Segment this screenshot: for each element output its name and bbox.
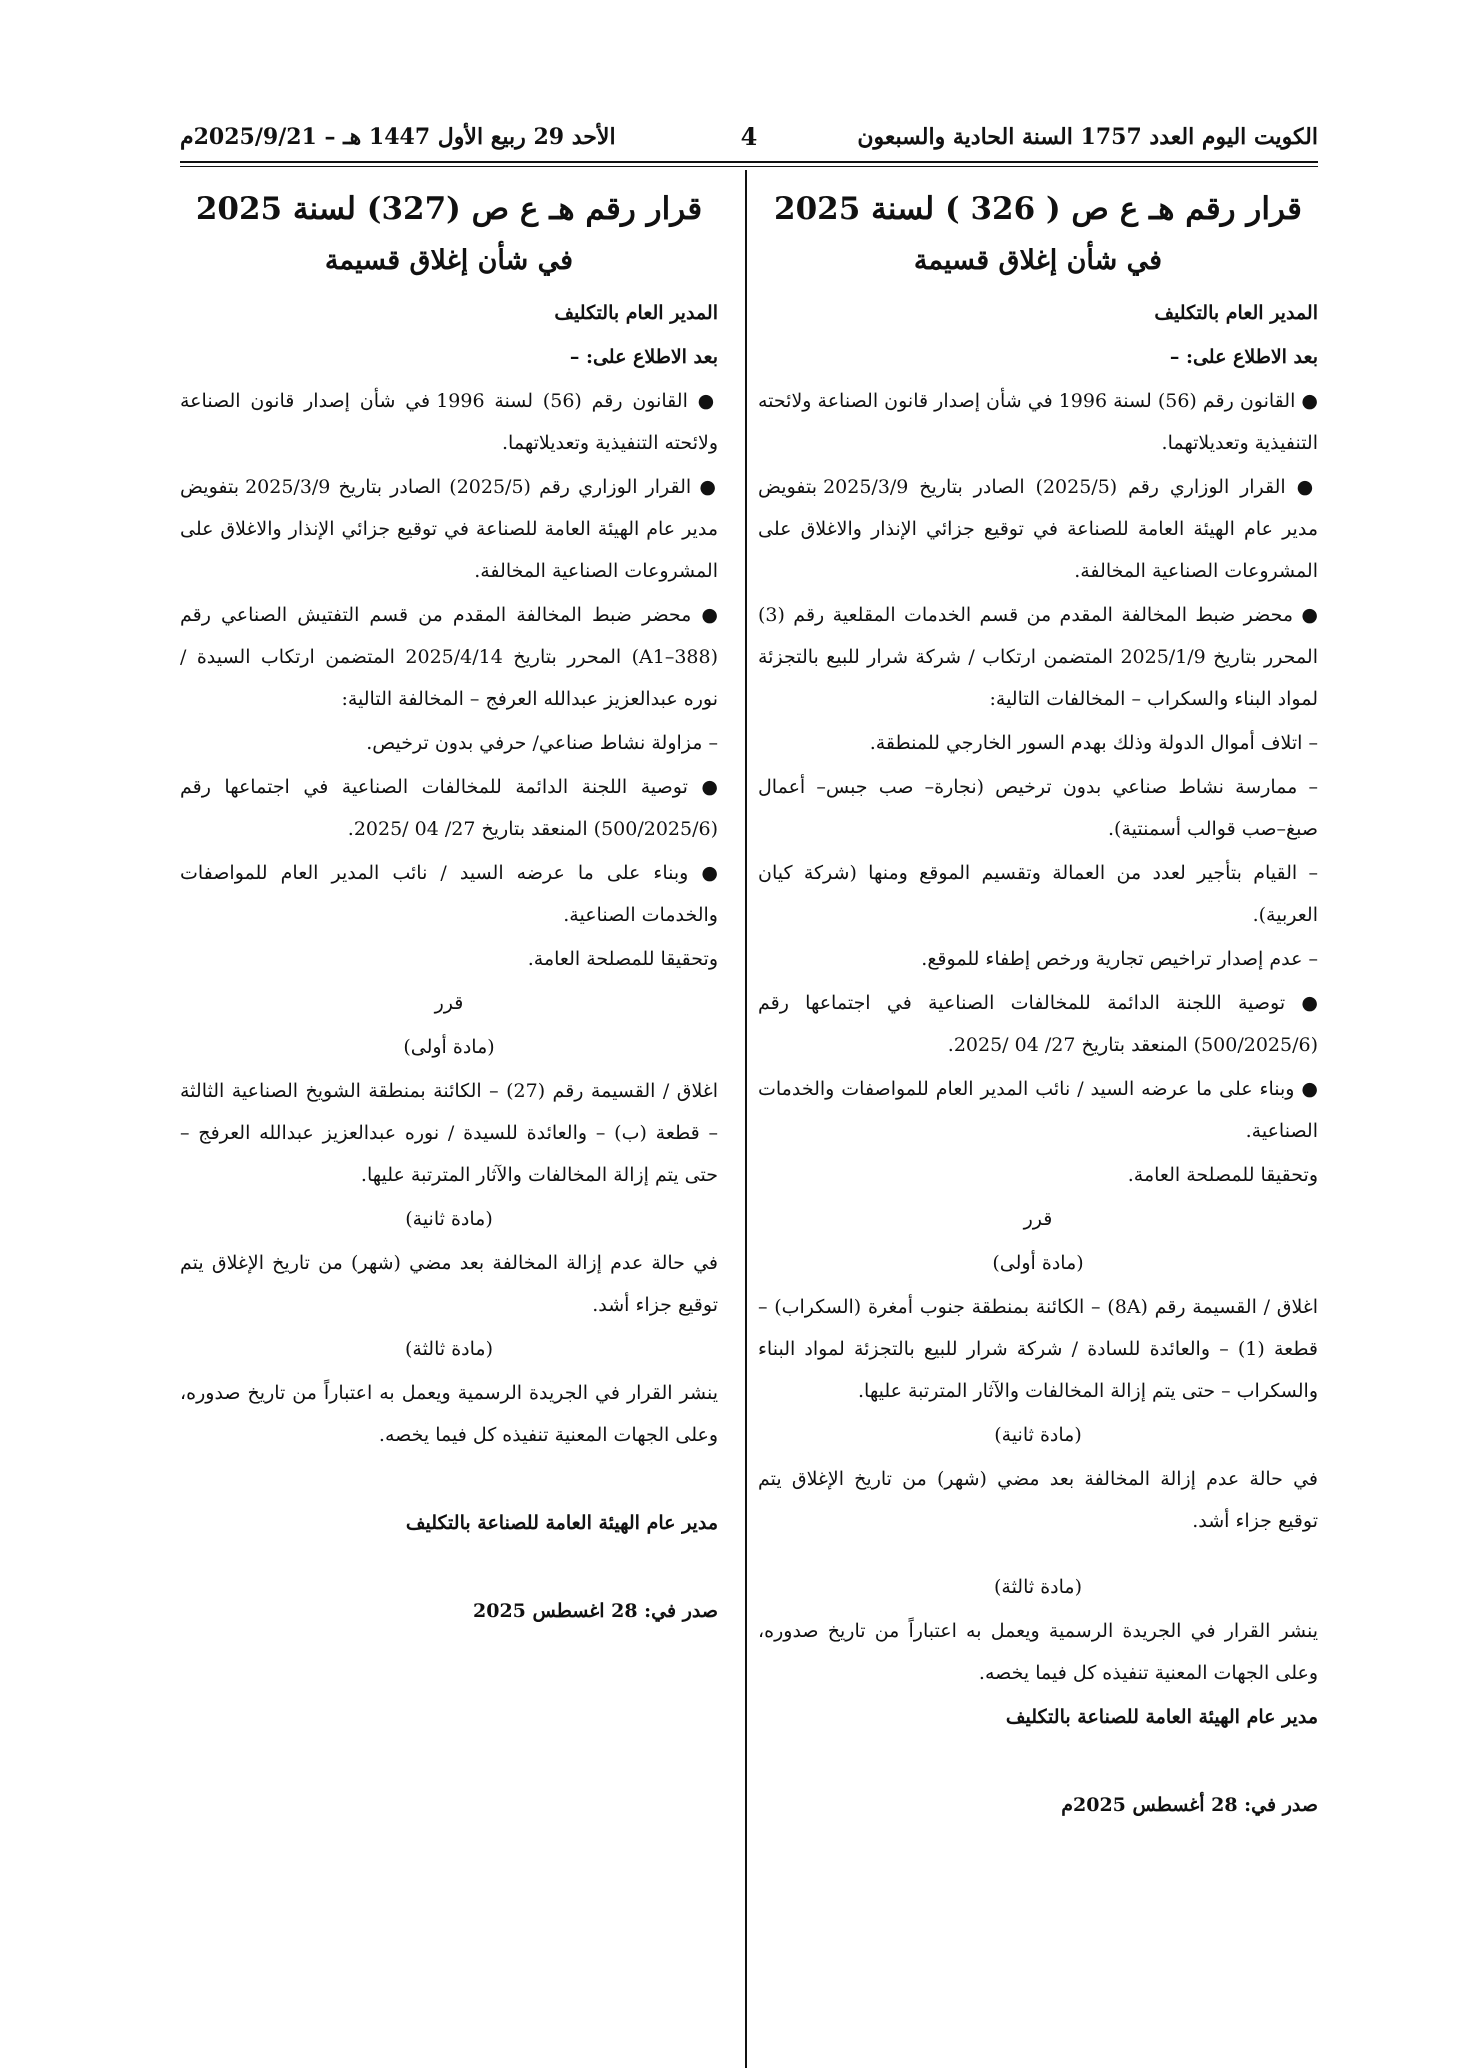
decision-326-item-4: ● توصية اللجنة الدائمة للمخالفات الصناعية في اجتماعها رقم (500/2025/6) المنعقد بتاريخ 27/ 04 /2025.	[758, 992, 1318, 1056]
decision-327-preamble: بعد الاطلاع على: –	[569, 346, 718, 368]
decision-326-article-3-heading: (مادة ثالثة)	[993, 1576, 1083, 1598]
decision-327-article-3-heading: (مادة ثالثة)	[404, 1338, 494, 1360]
decision-327-column	[180, 170, 718, 1634]
decision-327-item-3: ● محضر ضبط المخالفة المقدم من قسم التفتيش الصناعي رقم (A1–388) المحرر بتاريخ 2025/4/14 المتضمن ارتكاب السيدة / نوره عبدالعزيز عبدالله العرفج – المخالفة التالية:	[180, 604, 719, 710]
decision-326-title: قرار رقم هـ ع ص ( 326 ) لسنة 2025	[774, 191, 1302, 227]
decision-327-article-1-heading: (مادة أولى)	[403, 1036, 495, 1058]
header-page-number: 4	[740, 122, 758, 151]
decision-326-public-interest: وتحقيقا للمصلحة العامة.	[1127, 1164, 1318, 1186]
decision-326-violation-4: – عدم إصدار تراخيص تجارية ورخص إطفاء للموقع.	[921, 948, 1318, 970]
header-gazette-info: الكويت اليوم العدد 1757 السنة الحادية والسبعون	[857, 124, 1318, 150]
decision-326-article-1: اغلاق / القسيمة رقم (8A) – الكائنة بمنطقة جنوب أمغرة (السكراب) – قطعة (1) – والعائدة للسادة / شركة شرار للبيع بالتجزئة لمواد البناء والسكراب – حتى يتم إزالة المخالفات والآثار المترتبة عليها.	[758, 1296, 1318, 1402]
decision-326-article-1-heading: (مادة أولى)	[992, 1252, 1084, 1274]
decision-326-violation-2: – ممارسة نشاط صناعي بدون ترخيص (نجارة– صب جبس– أعمال صبغ–صب قوالب أسمنتية).	[758, 776, 1318, 840]
decision-327-item-5: ● وبناء على ما عرضه السيد / نائب المدير العام للمواصفات والخدمات الصناعية.	[180, 862, 718, 926]
decision-326-preamble: بعد الاطلاع على: –	[1169, 346, 1318, 368]
decision-326-column	[758, 170, 1318, 1828]
column-divider	[745, 170, 747, 2068]
page-header	[180, 118, 1318, 158]
decision-326-item-5: ● وبناء على ما عرضه السيد / نائب المدير العام للمواصفات والخدمات الصناعية.	[758, 1078, 1318, 1142]
header-rule-thick	[180, 161, 1318, 163]
decision-327-issuer: المدير العام بالتكليف	[554, 302, 718, 324]
decision-326-item-3: ● محضر ضبط المخالفة المقدم من قسم الخدمات المقلعية رقم (3) المحرر بتاريخ 2025/1/9 المتضمن ارتكاب / شركة شرار للبيع بالتجزئة لمواد البناء والسكراب – المخالفات التالية:	[758, 604, 1318, 710]
decision-327-public-interest: وتحقيقا للمصلحة العامة.	[527, 948, 718, 970]
decision-327-issued-date: صدر في: 28 اغسطس 2025	[473, 1600, 718, 1622]
decision-326-signature: مدير عام الهيئة العامة للصناعة بالتكليف	[1005, 1706, 1318, 1728]
decision-327-title: قرار رقم هـ ع ص (327) لسنة 2025	[195, 191, 703, 227]
decision-327-article-2-heading: (مادة ثانية)	[405, 1208, 493, 1230]
decision-327-article-1: اغلاق / القسيمة رقم (27) – الكائنة بمنطقة الشويخ الصناعية الثالثة – قطعة (ب) – والعائدة للسيدة / نوره عبدالعزيز عبدالله العرفج – حتى يتم إزالة المخالفات والآثار المترتبة عليها.	[180, 1080, 719, 1186]
decision-327-item-1: ● القانون رقم (56) لسنة 1996 في شأن إصدار قانون الصناعة ولائحته التنفيذية وتعديلاتهما.	[180, 390, 719, 454]
decision-326-article-2: في حالة عدم إزالة المخالفة بعد مضي (شهر) من تاريخ الإغلاق يتم توقيع جزاء أشد.	[758, 1468, 1318, 1532]
decision-327-subtitle: في شأن إغلاق قسيمة	[324, 245, 574, 276]
decision-327-item-4: ● توصية اللجنة الدائمة للمخالفات الصناعية في اجتماعها رقم (500/2025/6) المنعقد بتاريخ 27/ 04 /2025.	[180, 776, 718, 840]
decision-326-violation-3: – القيام بتأجير لعدد من العمالة وتقسيم الموقع ومنها (شركة كيان العربية).	[758, 862, 1318, 926]
decision-327-article-2: في حالة عدم إزالة المخالفة بعد مضي (شهر) من تاريخ الإغلاق يتم توقيع جزاء أشد.	[180, 1252, 718, 1316]
decision-327-decided: قرر	[434, 992, 464, 1014]
decision-326-issued-date: صدر في: 28 أغسطس 2025م	[1061, 1794, 1318, 1816]
decision-326-decided: قرر	[1023, 1208, 1053, 1230]
decision-327-violation-1: – مزاولة نشاط صناعي/ حرفي بدون ترخيص.	[366, 732, 718, 754]
header-date: الأحد 29 ربيع الأول 1447 هـ – 2025/9/21م	[180, 124, 616, 150]
decision-327-item-2: ● القرار الوزاري رقم (2025/5) الصادر بتاريخ 2025/3/9 بتفويض مدير عام الهيئة العامة للصناعة في توقيع جزائي الإنذار والاغلاق على المشروعات الصناعية المخالفة.	[180, 476, 718, 582]
decision-326-item-2: ● القرار الوزاري رقم (2025/5) الصادر بتاريخ 2025/3/9 بتفويض مدير عام الهيئة العامة للصناعة في توقيع جزائي الإنذار والاغلاق على المشروعات الصناعية المخالفة.	[758, 476, 1318, 582]
header-rule-thin	[180, 166, 1318, 167]
decision-326-violation-1: – اتلاف أموال الدولة وذلك بهدم السور الخارجي للمنطقة.	[869, 732, 1318, 754]
decision-326-article-2-heading: (مادة ثانية)	[994, 1424, 1082, 1446]
decision-326-issuer: المدير العام بالتكليف	[1154, 302, 1318, 324]
decision-326-subtitle: في شأن إغلاق قسيمة	[913, 245, 1163, 276]
decision-326-article-3: ينشر القرار في الجريدة الرسمية ويعمل به اعتباراً من تاريخ صدوره، وعلى الجهات المعنية تنفيذه كل فيما يخصه.	[758, 1620, 1318, 1684]
decision-327-article-3: ينشر القرار في الجريدة الرسمية ويعمل به اعتباراً من تاريخ صدوره، وعلى الجهات المعنية تنفيذه كل فيما يخصه.	[180, 1382, 718, 1446]
decision-327-signature: مدير عام الهيئة العامة للصناعة بالتكليف	[405, 1512, 718, 1534]
decision-326-item-1: ● القانون رقم (56) لسنة 1996 في شأن إصدار قانون الصناعة ولائحته التنفيذية وتعديلاتهما.	[758, 390, 1318, 454]
